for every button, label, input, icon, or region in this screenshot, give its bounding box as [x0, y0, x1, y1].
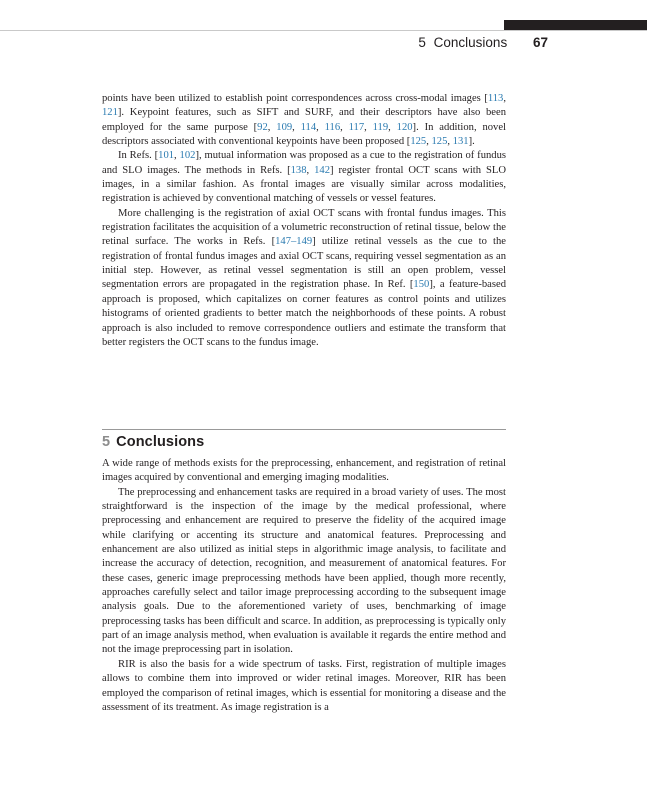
text-block-before-section: [102, 92, 506, 350]
paragraph: [102, 92, 506, 149]
text-run: ,: [174, 150, 180, 162]
text-run: ,: [388, 121, 397, 133]
running-head: [300, 35, 548, 50]
citation-link[interactable]: 117: [348, 121, 365, 133]
text-run: ,: [447, 136, 453, 148]
text-block-conclusions: [102, 457, 506, 715]
text-run: ]. Keypoint features, such as SIFT and SURF, and their descriptors have also been employed for the same purpose [: [102, 107, 506, 133]
text-run: ], a feature-based approach is proposed, which capitalizes on corner features as control points and utilizes histograms of oriented gradients to better match the neighborhoods of these points. A robust approach is also included to remove correspondence outliers and estimate the transform that better registers the OCT scans to the fundus image.: [102, 279, 506, 348]
citation-link[interactable]: 109: [276, 121, 293, 133]
text-run: More challenging is the registration of axial OCT scans with frontal fundus images. This registration facilitates the acquisition of a volumetric reconstruction of retinal tissue, below the retinal surface. The works in Refs. [: [102, 207, 506, 248]
text-run: ] register frontal OCT scans with SLO images, in a similar fashion. As frontal images are visually similar across modalities, registration is achieved by conventional matching of vessels or vessel features.: [102, 164, 507, 205]
text-run: ,: [364, 121, 373, 133]
citation-link[interactable]: 114: [300, 121, 317, 133]
text-run: ]. In addition, novel descriptors associated with conventional keypoints have been proposed [: [102, 121, 507, 148]
text-run: ,: [503, 93, 506, 104]
text-run: In Refs. [: [118, 150, 159, 162]
citation-link[interactable]: 125: [410, 136, 427, 148]
citation-link[interactable]: 116: [324, 121, 341, 133]
paragraph: [102, 457, 506, 486]
text-run: ,: [426, 136, 432, 148]
paragraph: [102, 658, 506, 715]
citation-link[interactable]: 125: [431, 136, 448, 148]
section-divider: [102, 429, 506, 430]
citation-link[interactable]: 131: [452, 136, 469, 148]
citation-link[interactable]: 120: [396, 121, 413, 133]
text-run: ] utilize retinal vessels as the cue to the registration of frontal fundus images and axial OCT scans, requiring vessel segmentation as an initial step. However, as retinal vessel segmentation is still an open problem, vessel segmentation errors are propagated in the registration phase. In Ref. [: [102, 236, 506, 291]
citation-link[interactable]: 147–149: [275, 236, 313, 248]
citation-link[interactable]: 101: [158, 150, 175, 162]
text-run: A wide range of methods exists for the preprocessing, enhancement, and registration of retinal images acquired by conventional and emerging imaging modalities.: [102, 458, 506, 484]
text-run: ,: [306, 164, 315, 176]
page-number: 67: [532, 35, 548, 50]
paragraph: [102, 486, 506, 658]
header-bar: [504, 20, 647, 30]
citation-link[interactable]: 113: [487, 93, 504, 104]
citation-link[interactable]: 142: [314, 164, 330, 176]
text-run: points have been utilized to establish point correspondences across cross-modal images [: [102, 93, 488, 104]
section-heading: [102, 434, 204, 450]
running-head-section-title: Conclusions: [433, 35, 508, 50]
section-number: 5: [102, 434, 111, 450]
paragraph: [102, 149, 506, 206]
text-run: ,: [292, 121, 301, 133]
text-run: RIR is also the basis for a wide spectrum of tasks. First, registration of multiple images allows to combine them into improved or wider retinal images. Moreover, RIR has been employed the comparison of retinal images, which is essential for monitoring a disease and the assessment of its treatment. As image registration is a: [102, 658, 506, 713]
text-run: ,: [267, 121, 277, 133]
running-head-section-number: 5: [418, 35, 426, 50]
paragraph: [102, 207, 506, 350]
text-run: ].: [468, 136, 475, 148]
text-run: The preprocessing and enhancement tasks are required in a broad variety of uses. The most straightforward is the inspection of the image by the medical professional, where preprocessing and enhancement are required to preserve the fidelity of the acquired image while clarifying or accenting its structure and anatomical features. Preprocessing and enhancement are also utilized as initial steps in algorithmic image analysis, to facilitate and increase the accuracy of detection, recognition, and measurement of anatomical features. For these cases, generic image preprocessing methods have been applied, though more recently, approaches carefully select and tailor image preprocessing according to the subsequent image analysis goals. Due to the aforementioned variety of uses, benchmarking of image preprocessing tasks has been difficult and scarce. In addition, as preprocessing is typically only part of an image analysis method, when evaluation is available it regards the entire method and not the image preprocessing part in isolation.: [102, 486, 506, 656]
text-run: ], mutual information was proposed as a cue to the registration of fundus and SLO images. The methods in Refs. [: [102, 150, 507, 176]
citation-link[interactable]: 138: [290, 164, 307, 176]
header-rule: [0, 30, 647, 31]
citation-link[interactable]: 102: [179, 150, 196, 162]
text-run: ,: [340, 121, 349, 133]
citation-link[interactable]: 92: [257, 121, 268, 133]
text-run: ,: [316, 121, 325, 133]
citation-link[interactable]: 119: [372, 121, 389, 133]
section-title: Conclusions: [116, 434, 205, 450]
citation-link[interactable]: 121: [102, 107, 118, 119]
citation-link[interactable]: 150: [413, 279, 430, 291]
